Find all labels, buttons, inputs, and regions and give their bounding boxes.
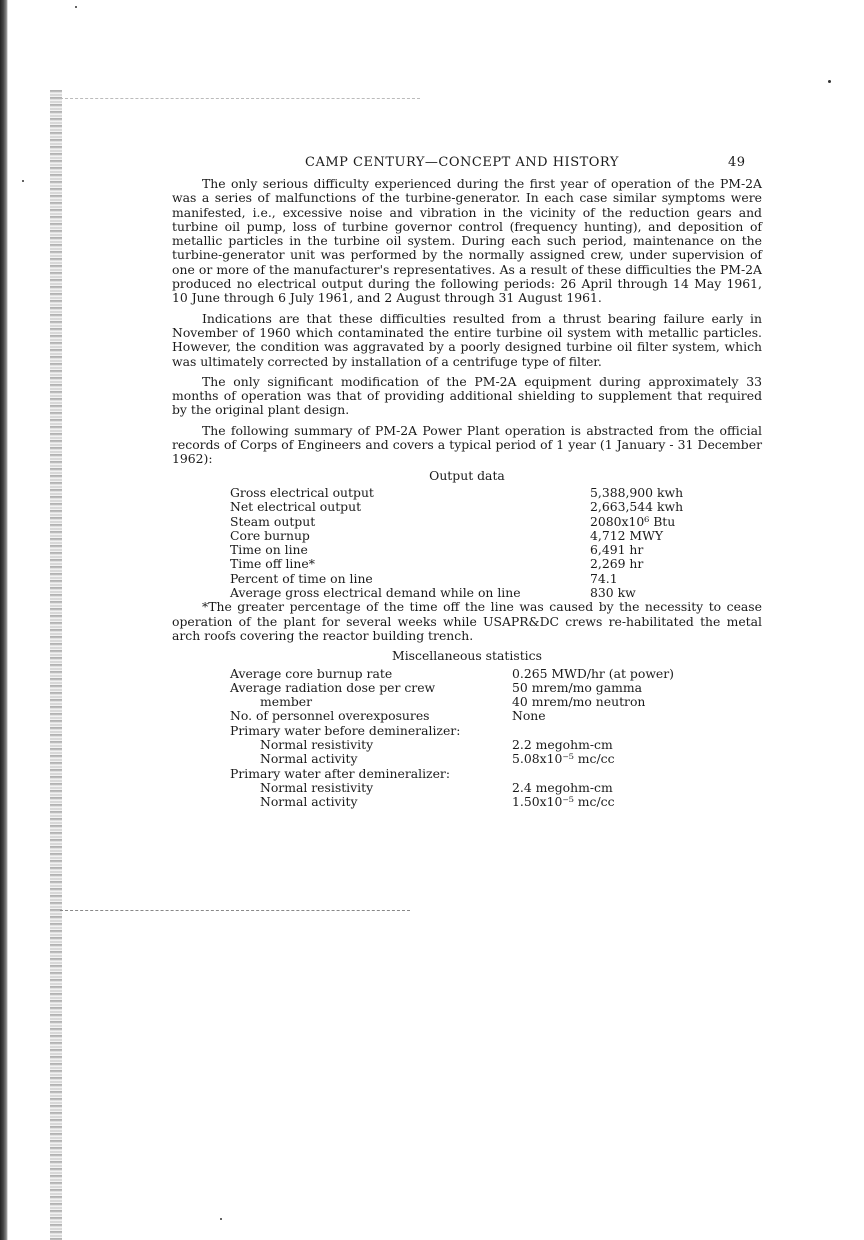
row-value: 0.265 MWD/hr (at power)	[512, 665, 675, 681]
table-row	[230, 724, 710, 738]
table-row	[230, 515, 710, 529]
misc-statistics-table	[230, 667, 710, 810]
row-value: 5,388,900 kwh	[590, 484, 684, 500]
table-row	[230, 586, 710, 600]
scan-speck	[828, 80, 831, 83]
row-label: Time off line*	[230, 556, 315, 572]
output-data-table	[230, 486, 710, 600]
row-value: 74.1	[590, 570, 618, 586]
footnote: *The greater percentage of the time off the line was caused by the necessity to cease operation of the plant for several weeks while USAPR&DC crews re-habilitated the metal arch roofs covering the reactor building trench.	[172, 599, 762, 643]
paragraph: Indications are that these difficulties resulted from a thrust bearing failure early in November of 1960 which contaminated the entire turbine oil system with metallic particles. However, the condition was aggravated by a poorly designed turbine oil filter system, which was ultimately corrected by installation of a centrifuge type of filter.	[172, 310, 762, 369]
row-value: 1.50x10⁻⁵ mc/cc	[512, 794, 615, 810]
table-row	[230, 752, 710, 766]
misc-statistics-title: Miscellaneous statistics	[392, 648, 542, 664]
row-value: 830 kw	[590, 585, 636, 601]
row-value	[460, 724, 710, 738]
row-label: Steam output	[230, 513, 316, 529]
row-value	[450, 767, 710, 781]
row-value: 4,712 MWY	[590, 527, 664, 543]
table-row	[230, 500, 710, 514]
row-label: Average gross electrical demand while on line	[230, 585, 521, 601]
output-data-title: Output data	[429, 467, 505, 483]
document-body	[172, 177, 762, 809]
row-value: None	[512, 708, 546, 724]
row-value: 40 mrem/mo neutron	[512, 694, 646, 710]
row-label: No. of personnel overexposures	[230, 708, 430, 724]
table-row	[230, 795, 710, 809]
table-row	[230, 557, 710, 571]
table-row	[230, 767, 710, 781]
table-row	[230, 738, 710, 752]
table-row	[230, 486, 710, 500]
row-value: 2.4 megohm-cm	[512, 779, 613, 795]
row-label: Percent of time on line	[230, 570, 373, 586]
row-value: 2.2 megohm-cm	[512, 736, 613, 752]
scan-speck	[75, 6, 77, 8]
scan-speck	[22, 180, 24, 182]
page-number: 49	[728, 155, 746, 170]
page-binding-edge	[0, 0, 8, 1240]
row-value: 5.08x10⁻⁵ mc/cc	[512, 751, 615, 767]
row-label: Normal resistivity	[260, 736, 374, 752]
row-value: 2,663,544 kwh	[590, 499, 684, 515]
table-row	[230, 781, 710, 795]
row-value: 2080x10⁶ Btu	[590, 513, 676, 529]
row-label: Average core burnup rate	[230, 665, 393, 681]
table-row	[230, 709, 710, 723]
running-title: CAMP CENTURY—CONCEPT AND HISTORY	[305, 155, 619, 170]
row-label: Net electrical output	[230, 499, 362, 515]
scan-artifact-rule-top	[60, 98, 420, 99]
row-label: Gross electrical output	[230, 484, 374, 500]
table-row	[230, 681, 710, 695]
scan-speck	[220, 1218, 222, 1220]
row-value: 2,269 hr	[590, 556, 644, 572]
table-row	[230, 667, 710, 681]
row-label: Normal activity	[260, 751, 358, 767]
row-value: 50 mrem/mo gamma	[512, 679, 642, 695]
scan-artifact-rule-bottom	[60, 910, 410, 911]
row-label: Normal resistivity	[260, 779, 374, 795]
row-label: Average radiation dose per crew	[230, 679, 436, 695]
paragraph: The only serious difficulty experienced during the first year of operation of the PM-2A was a series of malfunctions of the turbine-generator. In each case similar symptoms were manifested, i.e., excessive noise and vibration in the vicinity of the reduction gears and turbine oil pump, loss of turbine governor control (frequency hunting), and deposition of metallic particles in the turbine oil system. During each such period, maintenance on the turbine-generator unit was performed by the normally assigned crew, under supervision of one or more of the manufacturer's representatives. As a result of these difficulties the PM-2A produced no electrical output during the following periods: 26 April through 14 May 1961, 10 June through 6 July 1961, and 2 August through 31 August 1961.	[172, 176, 762, 306]
scan-artifact-strip	[50, 90, 62, 1240]
row-label: Normal activity	[260, 794, 358, 810]
paragraph: The following summary of PM-2A Power Plant operation is abstracted from the official records of Corps of Engineers and covers a typical period of 1 year (1 January - 31 December 1962):	[172, 422, 762, 467]
row-label: Core burnup	[230, 527, 310, 543]
row-label: Time on line	[230, 542, 308, 558]
row-label: member	[260, 694, 313, 710]
table-row	[230, 695, 710, 709]
table-row	[230, 543, 710, 557]
paragraph: The only significant modification of the PM-2A equipment during approximately 33 months of operation was that of providing additional shielding to supplement that required by the original plant design.	[172, 373, 762, 418]
table-row	[230, 572, 710, 586]
row-value: 6,491 hr	[590, 542, 644, 558]
table-row	[230, 529, 710, 543]
row-label: Primary water before demineralizer:	[230, 722, 461, 738]
row-label: Primary water after demineralizer:	[230, 765, 451, 781]
